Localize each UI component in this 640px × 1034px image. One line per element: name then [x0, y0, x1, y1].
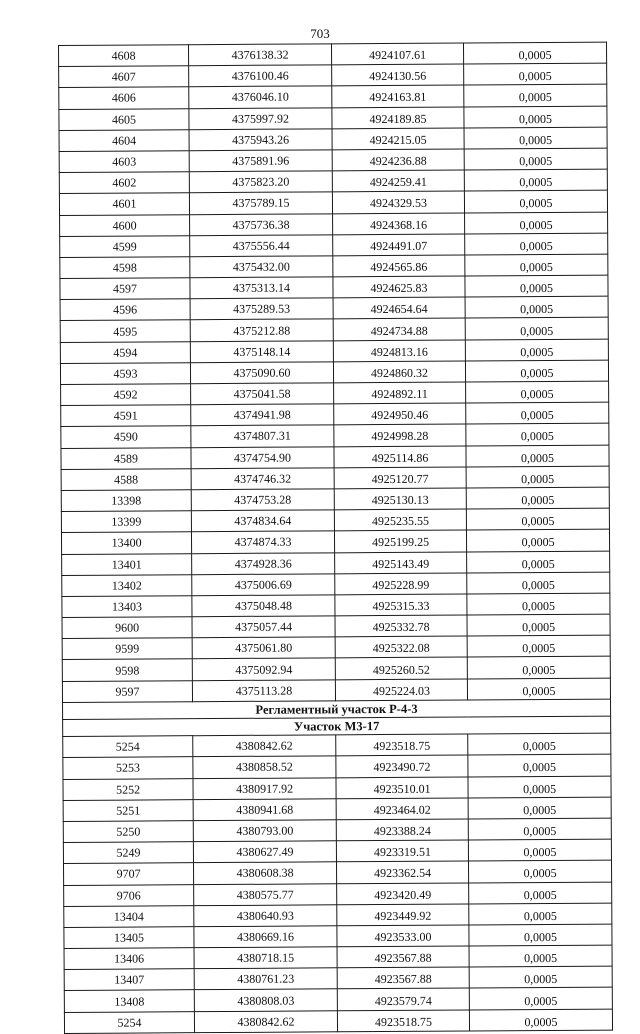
accuracy-value: 0,0005 — [469, 1009, 612, 1031]
coordinates-section-b — [63, 733, 613, 1033]
point-number: 9707 — [64, 863, 194, 885]
point-number: 4590 — [61, 426, 191, 448]
coordinate-y: 4924259.41 — [332, 170, 464, 192]
coordinate-y: 4924130.56 — [332, 64, 464, 86]
coordinate-y: 4925199.25 — [334, 530, 466, 552]
coordinate-y: 4924734.88 — [333, 318, 465, 340]
accuracy-value: 0,0005 — [468, 839, 611, 861]
accuracy-value: 0,0005 — [469, 903, 612, 925]
coordinate-x: 4375432.00 — [190, 256, 333, 278]
coordinate-x: 4380793.00 — [193, 820, 336, 842]
coordinate-x: 4374753.28 — [191, 489, 334, 511]
point-number: 4592 — [61, 384, 191, 406]
coordinate-y: 4923362.54 — [336, 861, 468, 883]
coordinate-x: 4380669.16 — [194, 926, 337, 948]
accuracy-value: 0,0005 — [468, 776, 611, 798]
coordinate-y: 4923533.00 — [337, 925, 469, 947]
coordinate-x: 4375048.48 — [192, 595, 335, 617]
coordinate-y: 4924189.85 — [332, 107, 464, 129]
coordinate-y: 4924565.86 — [333, 255, 465, 277]
coordinate-x: 4376046.10 — [189, 86, 332, 108]
coordinate-y: 4923319.51 — [336, 840, 468, 862]
point-number: 4588 — [61, 468, 191, 490]
accuracy-value: 0,0005 — [465, 233, 608, 255]
coordinate-y: 4923510.01 — [336, 777, 468, 799]
coordinate-x: 4375041.58 — [191, 383, 334, 405]
accuracy-value: 0,0005 — [464, 106, 607, 128]
coordinate-y: 4924329.53 — [332, 191, 464, 213]
coordinate-y: 4925114.86 — [334, 446, 466, 468]
coordinate-x: 4375006.69 — [192, 574, 335, 596]
point-number: 4608 — [59, 45, 189, 67]
accuracy-value: 0,0005 — [467, 678, 610, 700]
coordinate-y: 4924813.16 — [333, 340, 465, 362]
coordinate-y: 4923388.24 — [336, 819, 468, 841]
coordinate-x: 4374941.98 — [191, 404, 334, 426]
accuracy-value: 0,0005 — [463, 42, 606, 64]
accuracy-value: 0,0005 — [466, 381, 609, 403]
accuracy-value: 0,0005 — [464, 148, 607, 170]
coordinate-x: 4374746.32 — [191, 468, 334, 490]
coordinate-x: 4375891.96 — [189, 150, 332, 172]
point-number: 9706 — [64, 884, 194, 906]
accuracy-value: 0,0005 — [468, 818, 611, 840]
point-number: 4596 — [60, 299, 190, 321]
coordinate-x: 4380858.52 — [193, 756, 336, 778]
coordinate-y: 4923579.74 — [337, 988, 469, 1010]
accuracy-value: 0,0005 — [464, 190, 607, 212]
coordinate-x: 4375090.60 — [190, 362, 333, 384]
coordinate-x: 4380761.23 — [194, 968, 337, 990]
point-number: 13404 — [64, 905, 194, 927]
coordinate-y: 4923420.49 — [337, 883, 469, 905]
accuracy-value: 0,0005 — [465, 296, 608, 318]
coordinate-x: 4380608.38 — [193, 862, 336, 884]
coordinate-x: 4375148.14 — [190, 340, 333, 362]
coordinates-table — [58, 42, 613, 1034]
accuracy-value: 0,0005 — [467, 635, 610, 657]
accuracy-value: 0,0005 — [469, 988, 612, 1010]
section-heading-regulated-area: Регламентный участок Р-4-3 — [63, 699, 611, 720]
coordinate-y: 4923518.75 — [337, 1010, 469, 1032]
coordinate-y: 4925332.78 — [335, 615, 467, 637]
coordinate-y: 4925130.13 — [334, 488, 466, 510]
point-number: 4604 — [59, 129, 189, 151]
accuracy-value: 0,0005 — [467, 551, 610, 573]
point-number: 9597 — [62, 680, 192, 702]
accuracy-value: 0,0005 — [468, 797, 611, 819]
coordinate-y: 4925143.49 — [335, 552, 467, 574]
point-number: 13400 — [61, 532, 191, 554]
point-number: 4594 — [60, 341, 190, 363]
accuracy-value: 0,0005 — [464, 63, 607, 85]
accuracy-value: 0,0005 — [468, 860, 611, 882]
coordinate-x: 4380640.93 — [194, 905, 337, 927]
point-number: 4597 — [60, 278, 190, 300]
accuracy-value: 0,0005 — [468, 755, 611, 777]
point-number: 4606 — [59, 87, 189, 109]
accuracy-value: 0,0005 — [468, 733, 611, 755]
coordinate-x: 4380575.77 — [194, 883, 337, 905]
point-number: 4607 — [59, 66, 189, 88]
point-number: 9598 — [62, 659, 192, 681]
coordinate-x: 4375789.15 — [189, 192, 332, 214]
coordinate-x: 4375313.14 — [190, 277, 333, 299]
coordinate-x: 4375061.80 — [192, 637, 335, 659]
point-number: 4602 — [59, 172, 189, 194]
coordinate-x: 4374928.36 — [192, 552, 335, 574]
coordinate-x: 4380941.68 — [193, 799, 336, 821]
accuracy-value: 0,0005 — [465, 254, 608, 276]
coordinate-x: 4375057.44 — [192, 616, 335, 638]
point-number: 13402 — [62, 574, 192, 596]
coordinate-y: 4923464.02 — [336, 798, 468, 820]
coordinate-y: 4923449.92 — [337, 904, 469, 926]
page-number: 703 — [310, 26, 330, 41]
coordinate-x: 4374874.33 — [191, 531, 334, 553]
point-number: 13401 — [62, 553, 192, 575]
point-number: 13406 — [64, 948, 194, 970]
coordinate-x: 4375823.20 — [189, 171, 332, 193]
accuracy-value: 0,0005 — [469, 924, 612, 946]
point-number: 9599 — [62, 638, 192, 660]
coordinate-y: 4924368.16 — [333, 213, 465, 235]
coordinate-y: 4924107.61 — [331, 43, 463, 65]
point-number: 4603 — [59, 151, 189, 173]
coordinate-x: 4374807.31 — [191, 425, 334, 447]
accuracy-value: 0,0005 — [464, 85, 607, 107]
coordinate-y: 4924998.28 — [334, 424, 466, 446]
coordinate-y: 4925235.55 — [334, 509, 466, 531]
coordinate-y: 4925224.03 — [335, 679, 467, 701]
coordinate-x: 4375289.53 — [190, 298, 333, 320]
coordinate-x: 4380917.92 — [193, 777, 336, 799]
coordinate-x: 4380808.03 — [194, 989, 337, 1011]
accuracy-value: 0,0005 — [466, 424, 609, 446]
accuracy-value: 0,0005 — [465, 275, 608, 297]
point-number: 4589 — [61, 447, 191, 469]
point-number: 13398 — [61, 490, 191, 512]
coordinate-x: 4374834.64 — [191, 510, 334, 532]
accuracy-value: 0,0005 — [467, 614, 610, 636]
coordinate-y: 4924491.07 — [333, 234, 465, 256]
coordinate-x: 4375997.92 — [189, 107, 332, 129]
point-number: 4598 — [60, 257, 190, 279]
point-number: 4599 — [60, 235, 190, 257]
coordinate-y: 4923490.72 — [336, 755, 468, 777]
coordinate-x: 4375556.44 — [190, 235, 333, 257]
coordinate-x: 4380842.62 — [193, 735, 336, 757]
point-number: 4595 — [60, 320, 190, 342]
point-number: 13407 — [64, 969, 194, 991]
coordinate-y: 4924860.32 — [333, 361, 465, 383]
coordinate-y: 4923567.88 — [337, 967, 469, 989]
accuracy-value: 0,0005 — [467, 593, 610, 615]
point-number: 9600 — [62, 617, 192, 639]
coordinate-y: 4925228.99 — [335, 573, 467, 595]
accuracy-value: 0,0005 — [466, 508, 609, 530]
coordinate-y: 4924215.05 — [332, 128, 464, 150]
point-number: 5250 — [63, 821, 193, 843]
coordinate-x: 4380718.15 — [194, 947, 337, 969]
point-number: 4601 — [59, 193, 189, 215]
coordinate-y: 4924625.83 — [333, 276, 465, 298]
point-number: 5254 — [63, 736, 193, 758]
point-number: 4593 — [60, 363, 190, 385]
coordinate-y: 4925260.52 — [335, 657, 467, 679]
accuracy-value: 0,0005 — [466, 529, 609, 551]
point-number: 5252 — [63, 778, 193, 800]
point-number: 13408 — [64, 990, 194, 1012]
coordinate-x: 4375736.38 — [190, 213, 333, 235]
accuracy-value: 0,0005 — [466, 445, 609, 467]
point-number: 4605 — [59, 108, 189, 130]
coordinate-x: 4380627.49 — [193, 841, 336, 863]
accuracy-value: 0,0005 — [465, 360, 608, 382]
coordinate-x: 4374754.90 — [191, 446, 334, 468]
accuracy-value: 0,0005 — [465, 318, 608, 340]
point-number: 13405 — [64, 927, 194, 949]
coordinate-y: 4923518.75 — [336, 734, 468, 756]
accuracy-value: 0,0005 — [469, 882, 612, 904]
coordinates-section-a — [59, 42, 611, 702]
coordinate-x: 4375113.28 — [192, 679, 335, 701]
coordinate-y: 4924654.64 — [333, 297, 465, 319]
point-number: 4600 — [60, 214, 190, 236]
coordinate-y: 4925315.33 — [335, 594, 467, 616]
coordinate-y: 4924892.11 — [334, 382, 466, 404]
section-heading-plot: Участок М3-17 — [63, 716, 611, 737]
coordinate-x: 4375943.26 — [189, 129, 332, 151]
coordinate-x: 4380842.62 — [194, 1010, 337, 1032]
coordinate-x: 4375092.94 — [192, 658, 335, 680]
accuracy-value: 0,0005 — [465, 339, 608, 361]
point-number: 5254 — [64, 1011, 194, 1033]
accuracy-value: 0,0005 — [467, 572, 610, 594]
accuracy-value: 0,0005 — [466, 487, 609, 509]
accuracy-value: 0,0005 — [466, 402, 609, 424]
table-row — [64, 1009, 612, 1034]
coordinate-x: 4376138.32 — [189, 44, 332, 66]
accuracy-value: 0,0005 — [469, 945, 612, 967]
point-number: 5253 — [63, 757, 193, 779]
point-number: 5251 — [63, 799, 193, 821]
coordinate-y: 4923567.88 — [337, 946, 469, 968]
coordinate-y: 4924236.88 — [332, 149, 464, 171]
coordinate-y: 4925322.08 — [335, 636, 467, 658]
accuracy-value: 0,0005 — [467, 657, 610, 679]
accuracy-value: 0,0005 — [469, 966, 612, 988]
accuracy-value: 0,0005 — [464, 169, 607, 191]
accuracy-value: 0,0005 — [466, 466, 609, 488]
coordinate-y: 4925120.77 — [334, 467, 466, 489]
coordinate-y: 4924950.46 — [334, 403, 466, 425]
coordinate-x: 4375212.88 — [190, 319, 333, 341]
point-number: 4591 — [61, 405, 191, 427]
point-number: 13399 — [61, 511, 191, 533]
point-number: 5249 — [63, 842, 193, 864]
accuracy-value: 0,0005 — [464, 127, 607, 149]
coordinate-x: 4376100.46 — [189, 65, 332, 87]
accuracy-value: 0,0005 — [465, 212, 608, 234]
coordinate-y: 4924163.81 — [332, 85, 464, 107]
point-number: 13403 — [62, 596, 192, 618]
